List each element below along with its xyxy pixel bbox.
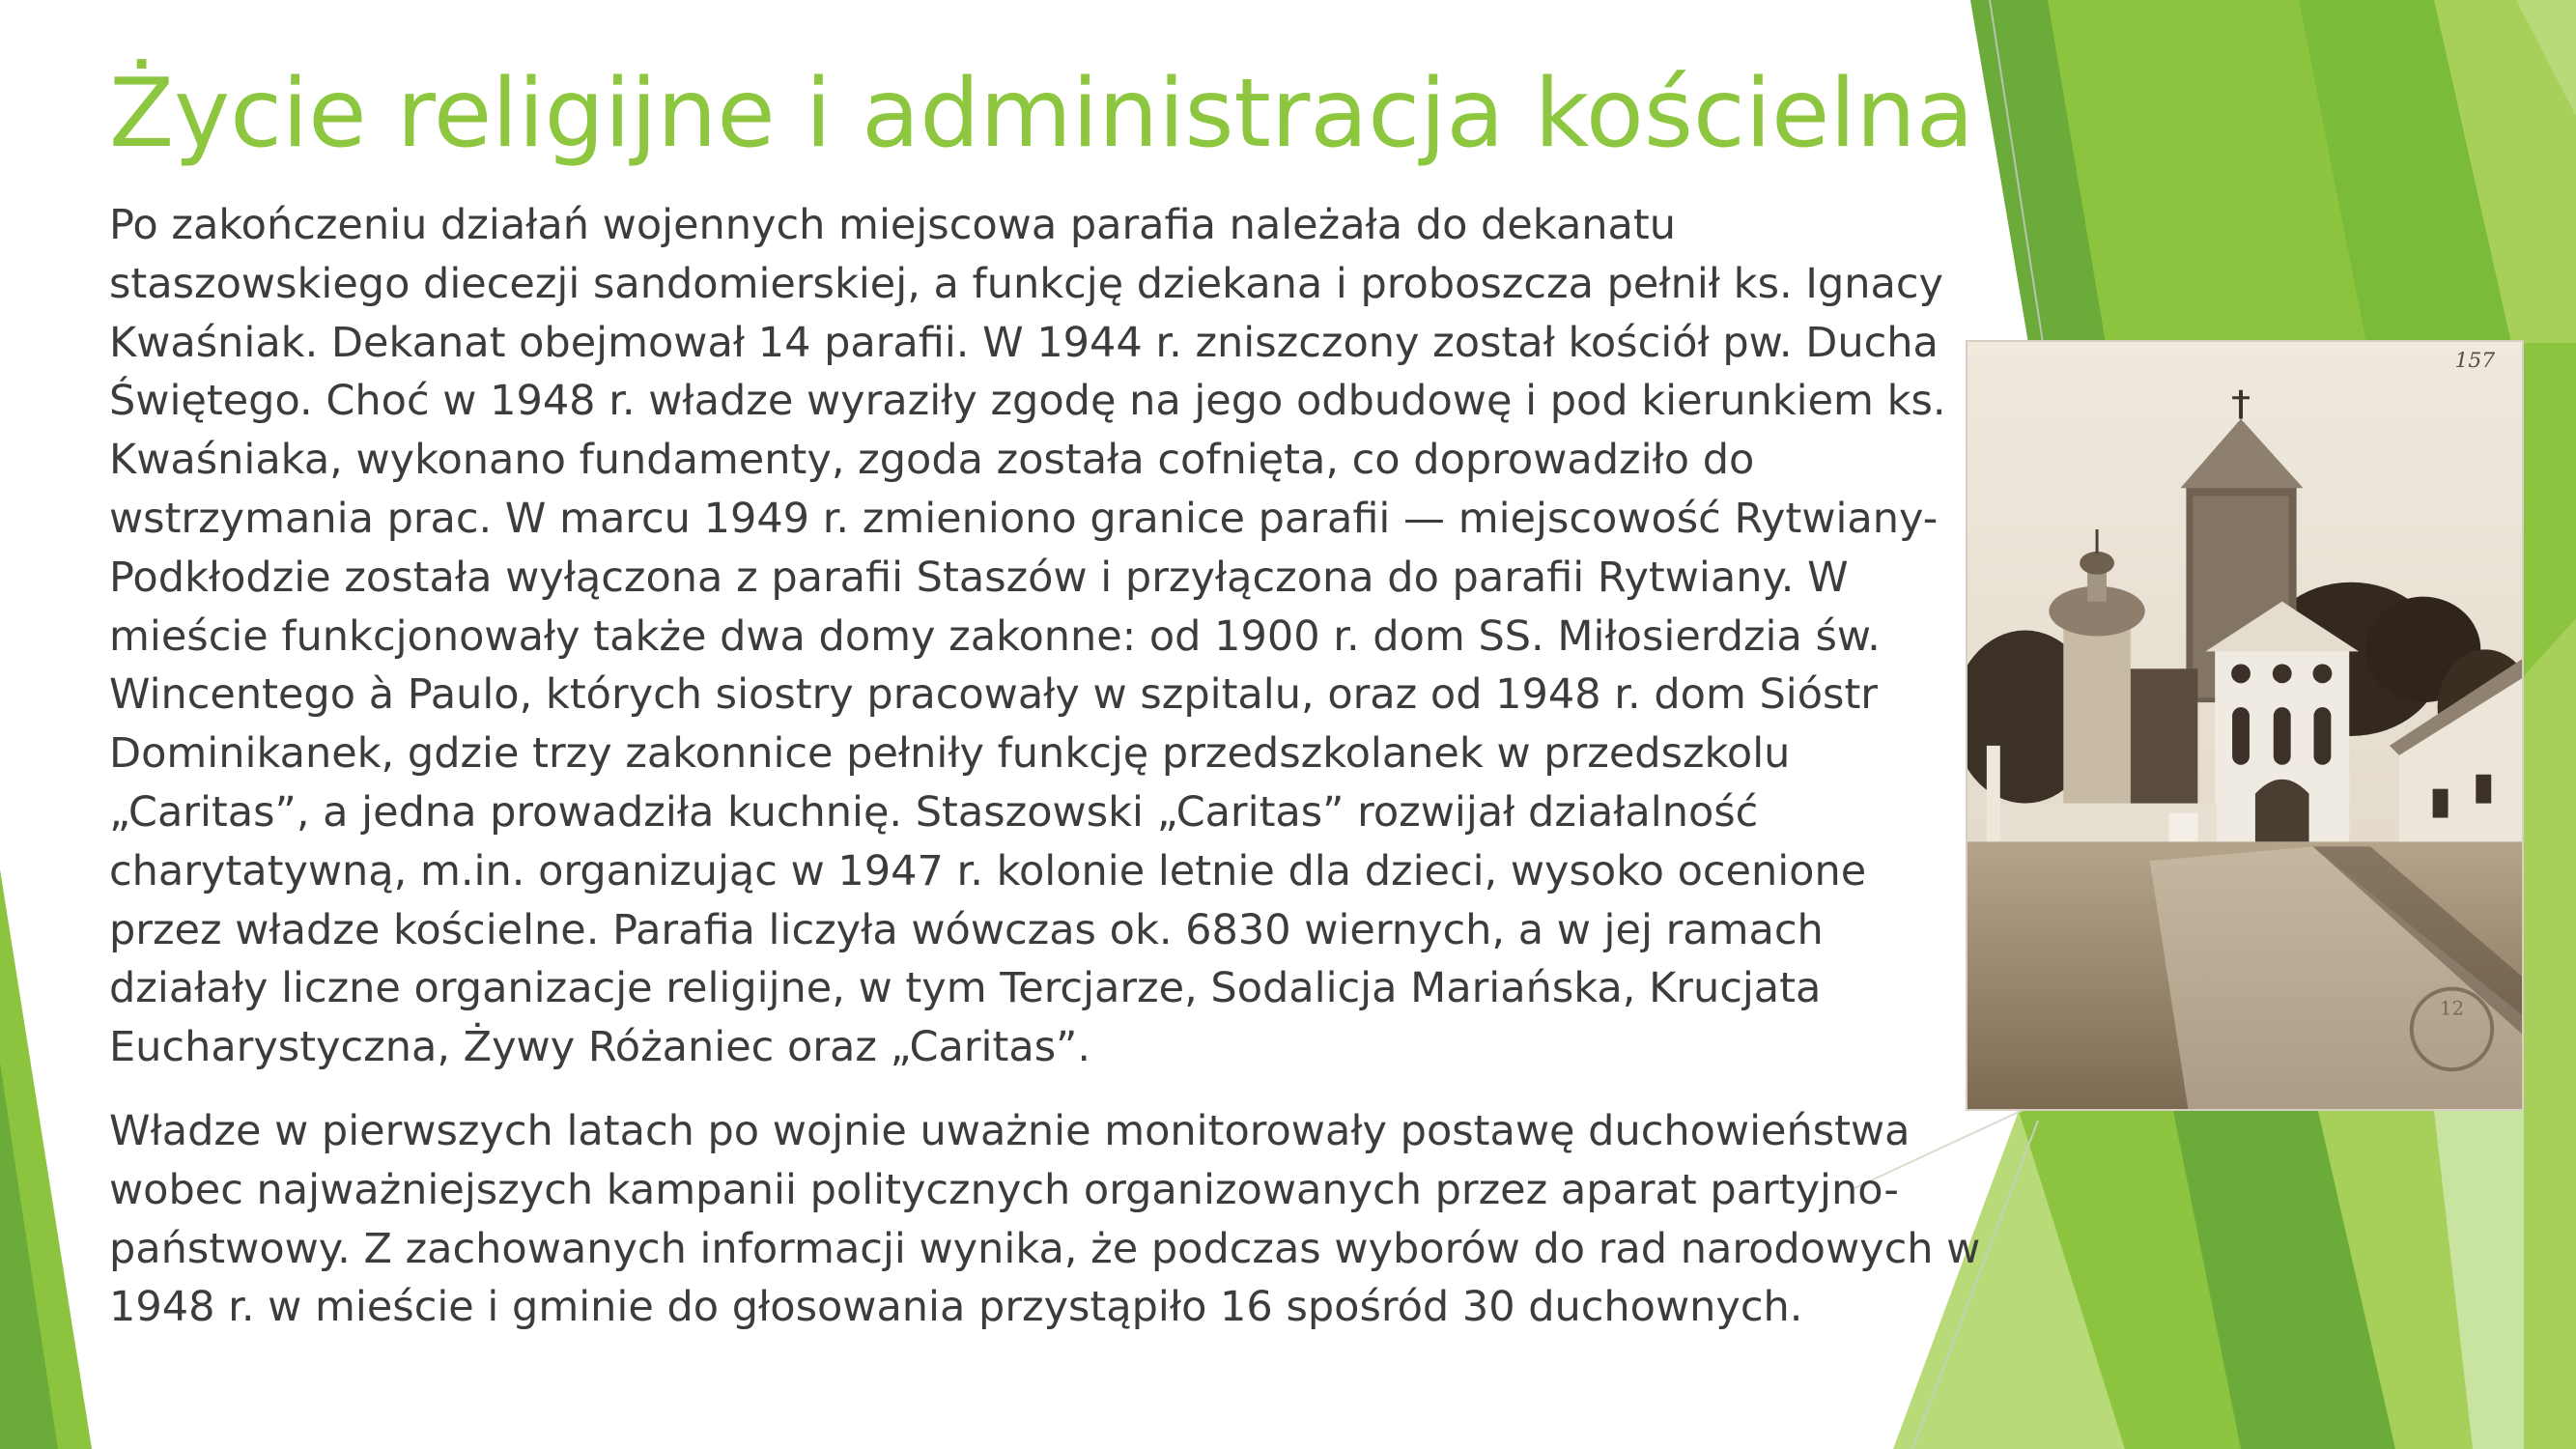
photo-stamp-text: 12 [2439, 997, 2465, 1020]
photo-corner-mark: 157 [2454, 348, 2496, 373]
body-paragraph-1: Po zakończeniu działań wojennych miejscowa parafia należała do dekanatu staszowskiego diecezji sandomierskiej, a funkcję dziekana i proboszcza pełnił ks. Ignacy Kwaśniak. Dekanat obejmował 14 parafii. W 1944 r. zniszczony został kościół pw. Ducha Świętego. Choć w 1948 r. władze wyraziły zgodę na jego odbudowę i pod kierunkiem ks. Kwaśniaka, wykonano fundamenty, zgoda została cofnięta, co doprowadziło do wstrzymania prac. W marcu 1949 r. zmieniono granice parafii — miejscowość Rytwiany-Podkłodzie została wyłączona z parafii Staszów i przyłączona do parafii Rytwiany. W mieście funkcjonowały także dwa domy zakonne: od 1900 r. dom SS. Miłosierdzia św. Wincentego à Paulo, których siostry pracowały w szpitalu, oraz od 1948 r. dom Sióstr Dominikanek, gdzie trzy zakonnice pełniły funkcję przedszkolanek w przedszkolu „Caritas”, a jedna prowadziła kuchnię. Staszowski „Caritas” rozwijał działalność charytatywną, m.in. organizując w 1947 r. kolonie letnie dla dzieci, wysoko ocenione przez władze kościelne. Parafia liczyła wówczas ok. 6830 wiernych, a w jej ramach działały liczne organizacje religijne, w tym Tercjarze, Sodalicja Mariańska, Krucjata Eucharystyczna, Żywy Różaniec oraz „Caritas”. [109, 201, 1946, 1072]
body-paragraph-2: Władze w pierwszych latach po wojnie uważnie monitorowały postawę duchowieństwa wobec najważniejszych kampanii politycznych organizowanych przez aparat partyjno-państwowy. Z zachowanych informacji wynika, że podczas wyborów do rad narodowych w 1948 r. w mieście i gminie do głosowania przystąpiło 16 spośród 30 duchownych. [109, 1106, 1981, 1332]
historical-church-photo [1966, 340, 2524, 1111]
slide-title: Życie religijne i administracja kościelna [109, 59, 1974, 169]
slide-body [109, 196, 1983, 1337]
church-photo-illustration [1967, 342, 2522, 1109]
